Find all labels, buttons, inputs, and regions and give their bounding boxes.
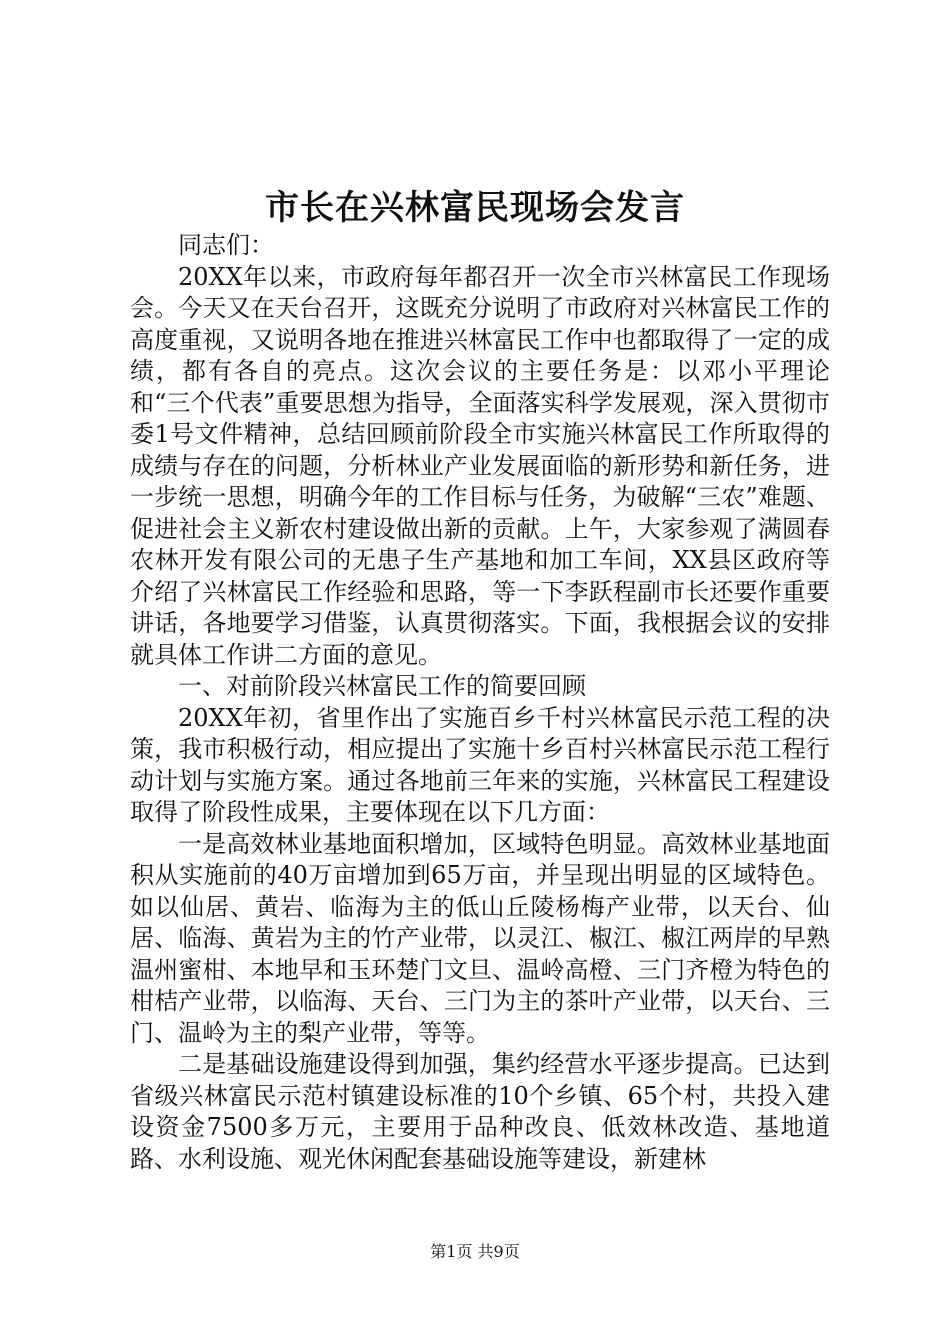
document-title: 市长在兴林富民现场会发言 (265, 188, 685, 228)
section-heading-1: 一、对前阶段兴林富民工作的简要回顾 (178, 672, 586, 700)
paragraph-greeting: 同志们： (178, 231, 274, 259)
paragraph-review: 20XX年初，省里作出了实施百乡千村兴林富民示范工程的决策，我市积极行动，相应提出了实施十乡百村兴林富民示范工程行动计划与实施方案。通过各地前三年来的实施，兴林富民工程建设取得了阶段性成果，主要体现在以下几方面： (130, 703, 830, 826)
paragraph-point-1: 一是高效林业基地面积增加，区域特色明显。高效林业基地面积从实施前的40万亩增加到65万亩，并呈现出明显的区域特色。如以仙居、黄岩、临海为主的低山丘陵杨梅产业带，以天台、仙居、临海、黄岩为主的竹产业带，以灵江、椒江、椒江两岸的早熟温州蜜柑、本地早和玉环楚门文旦、温岭高橙、三门齐橙为特色的柑桔产业带，以临海、天台、三门为主的茶叶产业带，以天台、三门、温岭为主的梨产业带，等等。 (130, 829, 830, 1047)
paragraph-intro: 20XX年以来，市政府每年都召开一次全市兴林富民工作现场会。今天又在天台召开，这既充分说明了市政府对兴林富民工作的高度重视，又说明各地在推进兴林富民工作中也都取得了一定的成绩，都有各自的亮点。这次会议的主要任务是：以邓小平理论和“三个代表”重要思想为指导，全面落实科学发展观，深入贯彻市委1号文件精神，总结回顾前阶段全市实施兴林富民工作所取得的成绩与存在的问题，分析林业产业发展面临的新形势和新任务，进一步统一思想，明确今年的工作目标与任务，为破解“三农”难题、促进社会主义新农村建设做出新的贡献。上午，大家参观了满圆春农林开发有限公司的无患子生产基地和加工车间，XX县区政府等介绍了兴林富民工作经验和思路，等一下李跃程副市长还要作重要讲话，各地要学习借鉴，认真贯彻落实。下面，我根据会议的安排就具体工作讲二方面的意见。 (130, 262, 830, 669)
paragraph-point-2: 二是基础设施建设得到加强，集约经营水平逐步提高。已达到省级兴林富民示范村镇建设标准的10个乡镇、65个村，共投入建设资金7500多万元，主要用于品种改良、低效林改造、基地道路、水利设施、观光休闲配套基础设施等建设，新建林 (130, 1050, 830, 1173)
document-body (130, 230, 830, 1175)
page-indicator: 第1页 共9页 (430, 1242, 520, 1261)
